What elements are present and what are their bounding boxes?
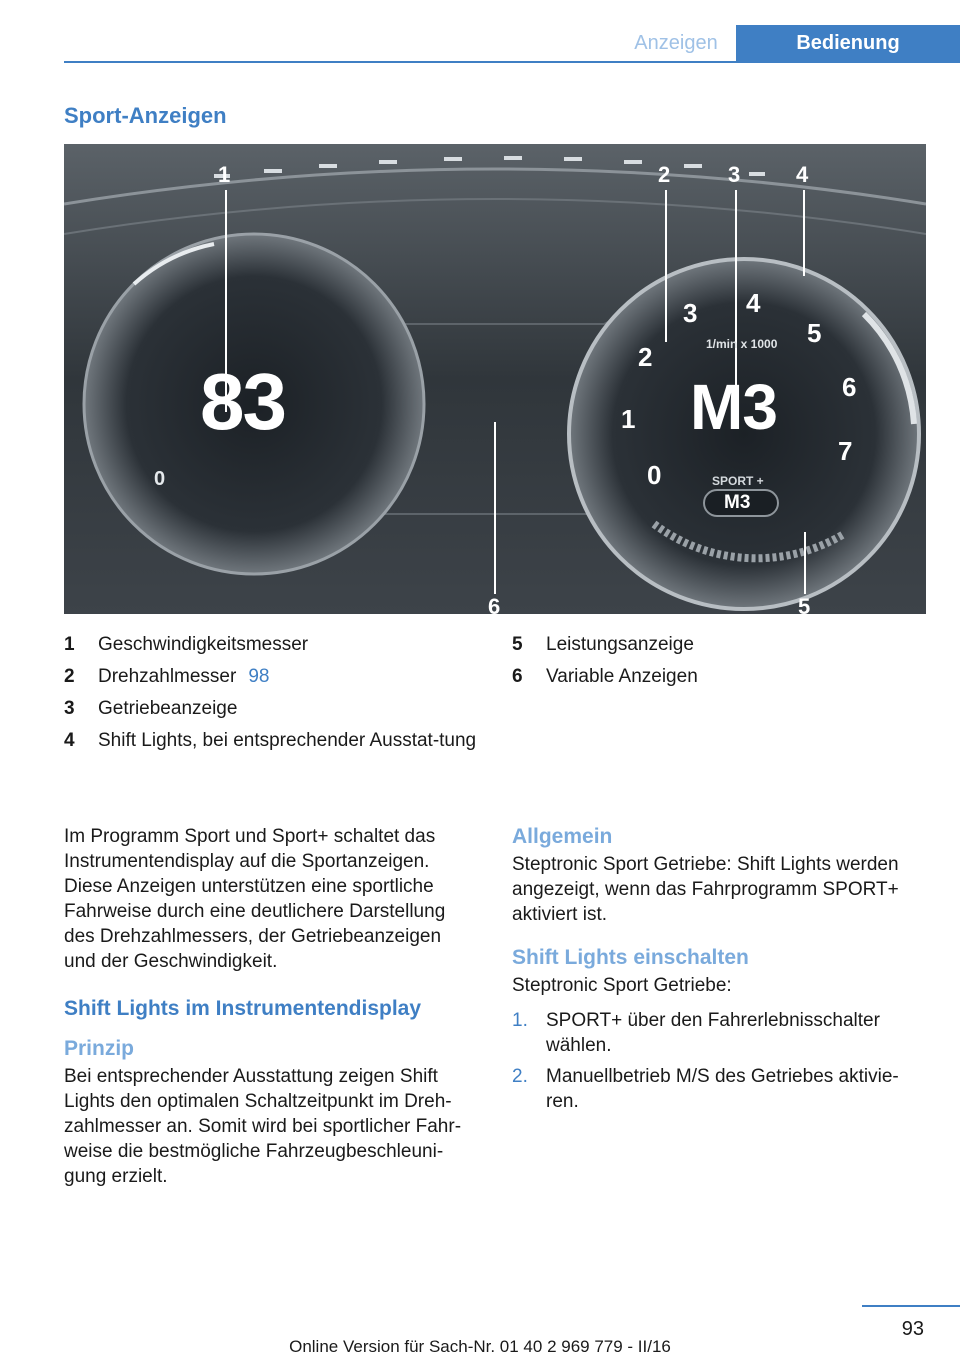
heading-shift-lights: Shift Lights im Instrumentendisplay xyxy=(64,997,422,1020)
page-number: 93 xyxy=(901,1318,924,1340)
tacho-number-2: 2 xyxy=(638,342,653,372)
gear-indicator: M3 xyxy=(690,371,777,443)
legend-left xyxy=(64,633,484,761)
leader-line-6 xyxy=(494,422,496,594)
tab-bedienung[interactable]: Bedienung xyxy=(736,25,960,61)
tacho-number-0: 0 xyxy=(647,460,662,490)
callout-4: 4 xyxy=(796,162,809,187)
leader-line-5 xyxy=(804,532,806,594)
mode-label: SPORT + xyxy=(712,474,764,488)
callout-3: 3 xyxy=(728,162,741,187)
left-column xyxy=(64,824,476,1207)
leader-line-4 xyxy=(803,190,805,276)
tacho-number-7: 7 xyxy=(838,436,853,466)
legend-item: 6 Variable Anzeigen xyxy=(512,666,698,687)
legend-item: 5 Leistungsanzeige xyxy=(512,634,694,655)
tacho-number-6: 6 xyxy=(842,372,857,402)
tacho-number-3: 3 xyxy=(683,298,698,328)
list-item: 1. SPORT+ über den Fahrerlebnisschalter wählen. xyxy=(512,1010,880,1056)
speed-zero: 0 xyxy=(154,468,166,490)
callout-6: 6 xyxy=(488,594,501,619)
legend-right xyxy=(512,633,932,697)
tacho-number-4: 4 xyxy=(746,288,761,318)
page-ref-link[interactable]: 98 xyxy=(248,666,270,687)
right-column xyxy=(512,824,924,1120)
tacho-unit: 1/min x 1000 xyxy=(706,337,778,351)
subheading-allgemein: Allgemein xyxy=(512,825,613,848)
speed-value: 83 xyxy=(200,357,285,446)
allgemein-paragraph: Steptronic Sport Getriebe: Shift Lights werden angezeigt, wenn das Fahrprogramm SPORT+ aktiviert ist. xyxy=(512,854,899,925)
steps-list xyxy=(512,1008,924,1114)
legend-item: 1 Geschwindigkeitsmesser xyxy=(64,634,309,655)
callout-2: 2 xyxy=(658,162,671,187)
page-number-rule xyxy=(862,1305,960,1307)
callout-1: 1 xyxy=(218,162,231,187)
mode-gear: M3 xyxy=(724,492,751,513)
intro-paragraph: Im Programm Sport und Sport+ schaltet das Instrumentendisplay auf die Sportanzeigen. Diese Anzeigen unterstützen eine sportliche Fahrweise durch eine deutlichere Darstellung des Drehzahlmessers, der Getriebeanzeigen und der Geschwindigkeit. xyxy=(64,826,446,972)
legend-item: 4 Shift Lights, bei entsprechender Ausstat‐tung xyxy=(64,730,477,751)
prinzip-paragraph: Bei entsprechender Ausstattung zeigen Shift Lights den optimalen Schaltzeitpunkt im Dreh‐zahlmesser an. Somit wird bei sportlicher Fahr‐weise die bestmögliche Fahrzeugbeschleuni‐gung erzielt. xyxy=(64,1066,462,1187)
footer-text: Online Version für Sach-Nr. 01 40 2 969 779 - II/16 xyxy=(289,1337,671,1356)
subheading-prinzip: Prinzip xyxy=(64,1037,135,1060)
section-title: Sport-Anzeigen xyxy=(64,103,227,128)
subheading-einschalten: Shift Lights einschalten xyxy=(512,946,749,969)
callout-5-hidden xyxy=(798,594,810,620)
list-item: 2. Manuellbetrieb M/S des Getriebes aktivie‐ren. xyxy=(512,1066,899,1112)
instrument-cluster-figure xyxy=(64,144,926,619)
einschalten-paragraph: Steptronic Sport Getriebe: xyxy=(512,975,732,996)
leader-line-2 xyxy=(665,190,667,342)
tacho-number-5: 5 xyxy=(807,318,822,348)
legend-item: 2 Drehzahlmesser 98 xyxy=(64,666,270,687)
tacho-number-1: 1 xyxy=(621,404,636,434)
callout-5-bottom: 5 xyxy=(798,594,811,619)
header-rule xyxy=(64,61,960,63)
tab-anzeigen[interactable]: Anzeigen xyxy=(634,32,718,54)
legend-item: 3 Getriebeanzeige xyxy=(64,698,238,719)
